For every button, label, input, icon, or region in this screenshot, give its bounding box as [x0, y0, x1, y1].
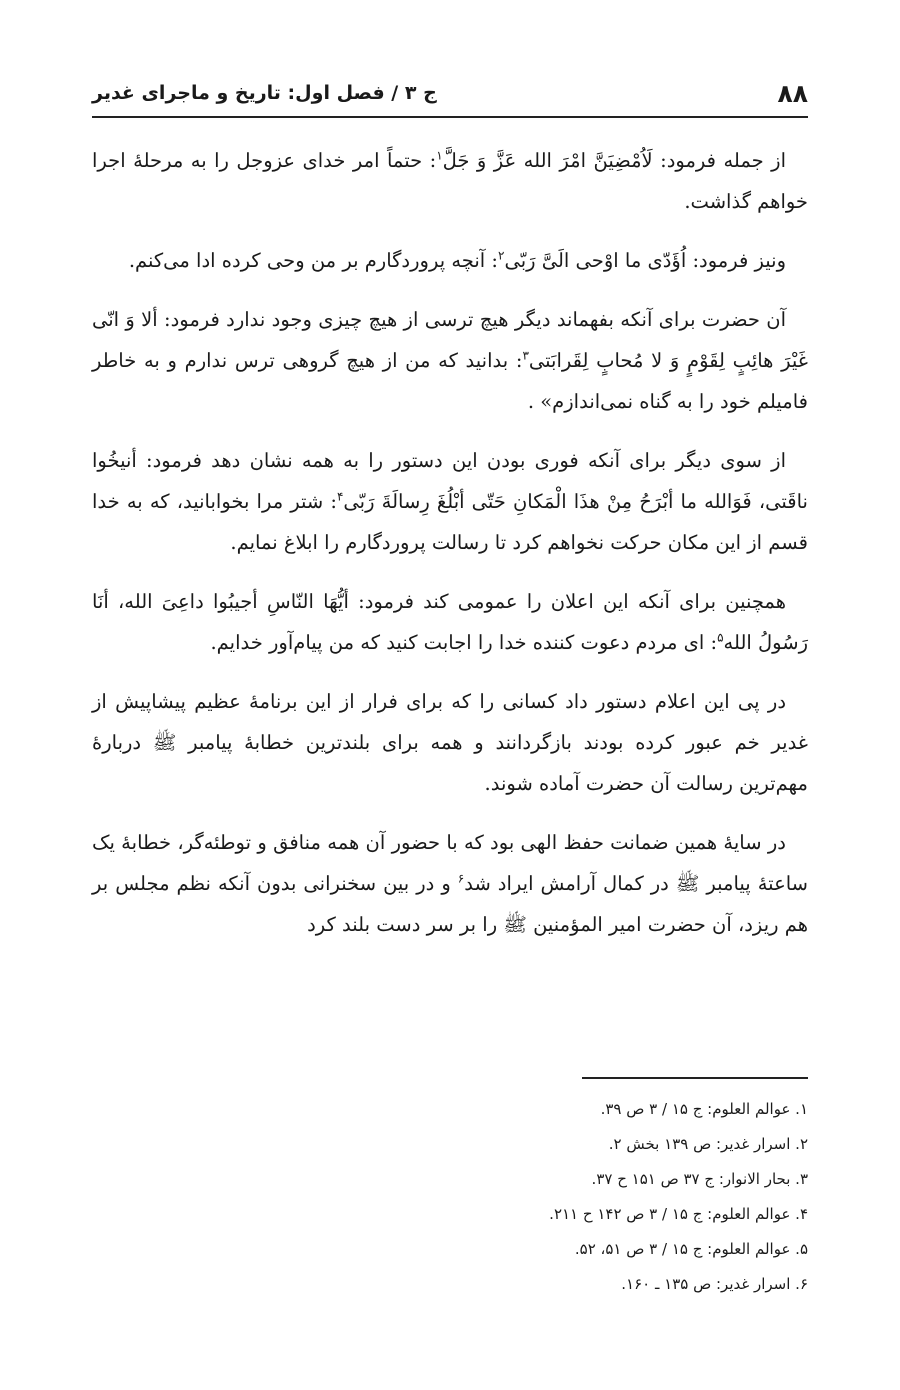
paragraph-text: از جمله فرمود: لَاُمْضِیَنَّ امْرَ الله عَزَّ وَ جَلَّ: [442, 149, 786, 172]
paragraph: [92, 299, 808, 422]
paragraph: [92, 681, 808, 804]
footnote-ref[interactable]: ۳: [522, 348, 529, 363]
paragraph: [92, 140, 808, 222]
paragraph-text: : بدانید که من از هیچ گروهی ترس ندارم و به خاطر فامیلم خود را به گناه نمی‌اندازم» .: [92, 349, 808, 413]
header-divider: [92, 116, 808, 118]
paragraph-text: : ای مردم دعوت کننده خدا را اجابت کنید که من پیام‌آور خدایم.: [210, 631, 718, 654]
footnote-ref[interactable]: ۴: [336, 489, 344, 504]
paragraph-text: ونیز فرمود: اُؤَدّی ما اوْحی الَیَّ رَبّی: [504, 249, 786, 272]
paragraph: [92, 240, 808, 281]
footnote-ref[interactable]: ۵: [717, 630, 724, 645]
paragraph: [92, 822, 808, 945]
footnote: ۵. عوالم العلوم: ج ۱۵ / ۳ ص ۵۱، ۵۲.: [574, 1240, 808, 1258]
footnote: ۱. عوالم العلوم: ج ۱۵ / ۳ ص ۳۹.: [600, 1100, 808, 1118]
footnote: ۶. اسرار غدیر: ص ۱۳۵ ـ ۱۶۰.: [621, 1275, 808, 1293]
paragraph-text: : حتماً امر خدای عزوجل را به مرحلهٔ اجرا خواهم گذاشت.: [92, 149, 808, 213]
footnote-ref[interactable]: ۶: [457, 871, 465, 886]
paragraph-text: از سوی دیگر برای آنکه فوری بودن این دستور را به همه نشان دهد فرمود: أنیخُوا ناقَتی، فَوَالله ما أبْرَحُ مِنْ هذَا الْمَکانِ حَتّی أبْلُغَ رِسالَةَ رَبّی: [92, 449, 808, 513]
footnote: ۲. اسرار غدیر: ص ۱۳۹ بخش ۲.: [608, 1135, 808, 1153]
footnote: ۳. بحار الانوار: ج ۳۷ ص ۱۵۱ ح ۳۷.: [591, 1170, 808, 1188]
footnote-ref[interactable]: ۱: [436, 148, 443, 163]
footnote: ۴. عوالم العلوم: ج ۱۵ / ۳ ص ۱۴۲ ح ۲۱۱.: [549, 1205, 808, 1223]
paragraph-text: آن حضرت برای آنکه بفهماند دیگر هیچ ترسی از هیچ چیزی وجود ندارد فرمود: ألا وَ انّی غَیْرَ هائِبٍ لِقَوْمٍ وَ لا مُحابٍ لِقَرابَتی: [92, 308, 808, 372]
footnotes-list: [300, 1092, 808, 1302]
paragraph-text: : آنچه پروردگارم بر من وحی کرده ادا می‌کنم.: [128, 249, 498, 272]
page-header: [92, 76, 808, 110]
paragraph-text: : شتر مرا بخوابانید، که به خدا قسم از این مکان حرکت نخواهم کرد تا رسالت پروردگارم را ابلاغ نمایم.: [92, 490, 808, 554]
footnote-divider: [582, 1077, 808, 1079]
page-number: ۸۸: [777, 78, 808, 108]
body-text: [92, 140, 808, 963]
paragraph: [92, 581, 808, 663]
paragraph-text: همچنین برای آنکه این اعلان را عمومی کند فرمود: أیُّهَا النّاسِ أجیبُوا داعِیَ الله، أنَا رَسُولُ الله: [92, 590, 808, 654]
running-head: ج ۳ / فصل اول: تاریخ و ماجرای غدیر: [92, 82, 437, 104]
paragraph: [92, 440, 808, 563]
paragraph-text: در پی این اعلام دستور داد کسانی را که برای فرار از این برنامهٔ عظیم پیشاپیش از غدیر خم عبور کرده بودند بازگردانند و همه برای بلندترین خطابهٔ پیامبر ﷺ دربارهٔ مهم‌ترین رسالت آن حضرت آماده شوند.: [92, 690, 808, 795]
footnote-ref[interactable]: ۲: [497, 248, 505, 263]
paragraph-text: در سایهٔ همین ضمانت حفظ الهی بود که با حضور آن همه منافق و توطئه‌گر، خطابهٔ یک ساعتهٔ پیامبر ﷺ در کمال آرامش ایراد شد: [92, 831, 808, 895]
paragraph-text: و در بین سخنرانی بدون آنکه نظم مجلس بر هم ریزد، آن حضرت امیر المؤمنین ﷺ را بر سر دست بلند کرد: [92, 872, 808, 936]
